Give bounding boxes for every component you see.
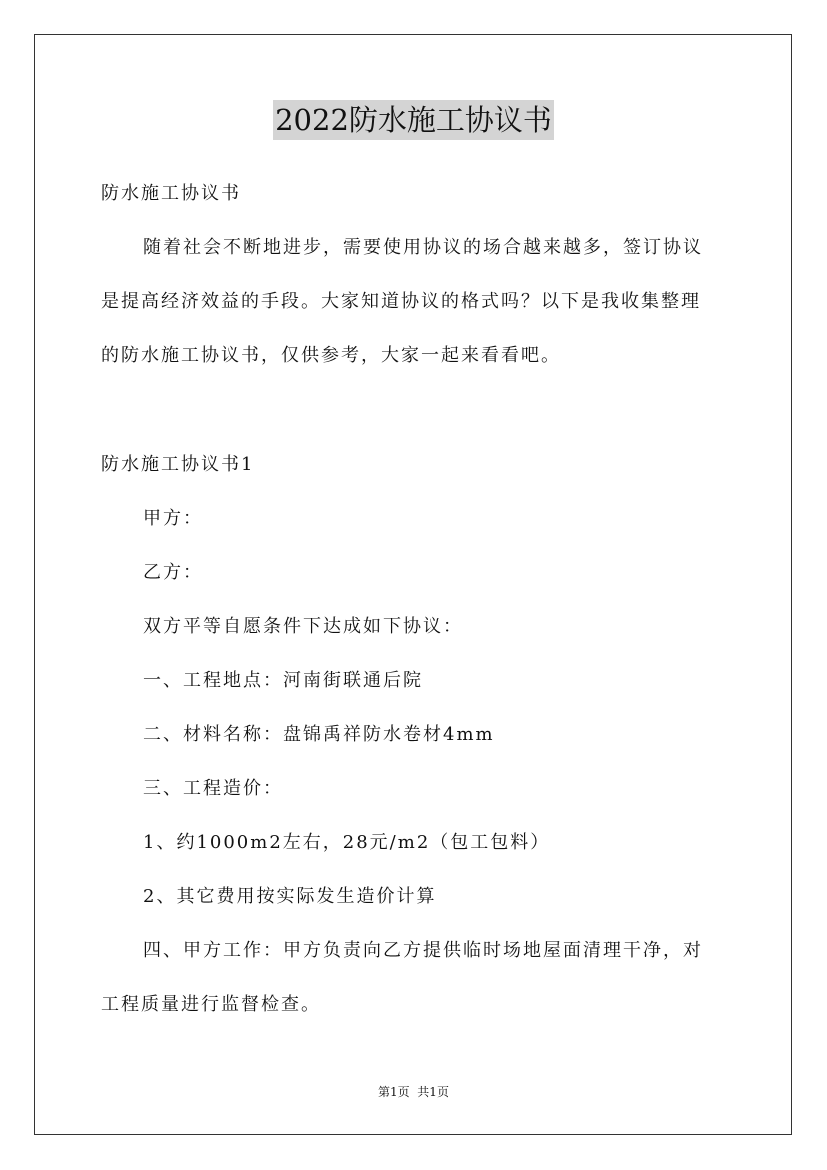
clause-cost-item-2: 2、其它费用按实际发生造价计算 <box>143 886 437 907</box>
intro-line-2: 是提高经济效益的手段。大家知道协议的格式吗？以下是我收集整理 <box>101 291 701 312</box>
clause-party-b: 乙方： <box>143 562 203 583</box>
clause-agreement: 双方平等自愿条件下达成如下协议： <box>143 616 463 637</box>
clause-material: 二、材料名称：盘锦禹祥防水卷材4mm <box>143 724 495 745</box>
title-container <box>0 100 827 140</box>
clause-location: 一、工程地点：河南街联通后院 <box>143 670 423 691</box>
clause-cost-item-1: 1、约1000m2左右，28元/m2（包工包料） <box>143 832 551 853</box>
clause-party-a: 甲方： <box>143 508 203 529</box>
clause-party-a-duty-line-1: 四、甲方工作：甲方负责向乙方提供临时场地屋面清理干净，对 <box>143 940 703 961</box>
clause-party-a-duty-line-2: 工程质量进行监督检查。 <box>101 994 321 1015</box>
intro-line-1: 随着社会不断地进步，需要使用协议的场合越来越多，签订协议 <box>143 237 703 258</box>
document-title: 2022防水施工协议书 <box>273 100 554 140</box>
intro-line-3: 的防水施工协议书，仅供参考，大家一起来看看吧。 <box>101 345 561 366</box>
page-number: 第1页 共1页 <box>378 1085 449 1099</box>
section-heading: 防水施工协议书1 <box>101 454 255 475</box>
document-subtitle: 防水施工协议书 <box>101 183 241 204</box>
clause-cost: 三、工程造价： <box>143 778 283 799</box>
